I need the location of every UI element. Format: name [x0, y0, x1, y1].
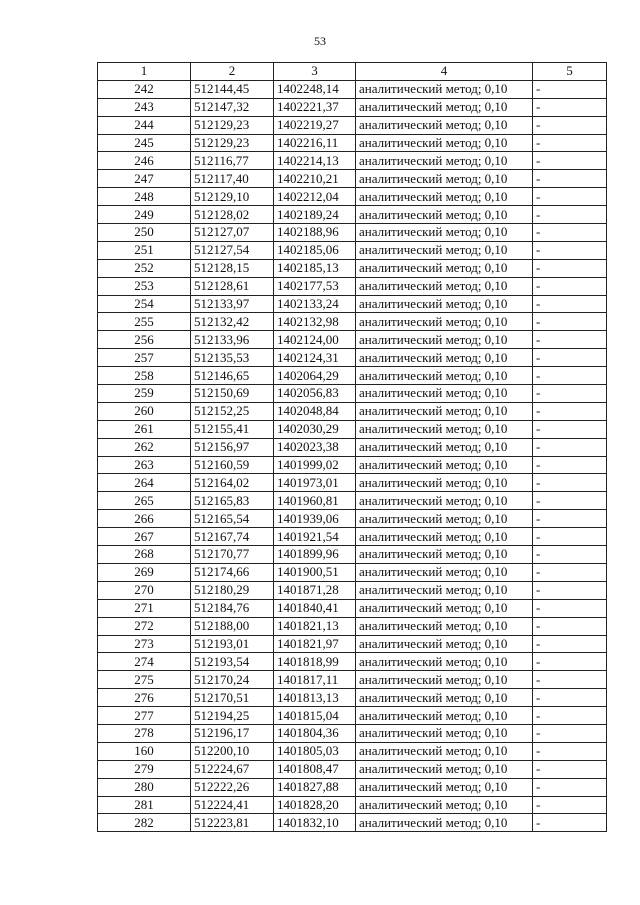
x-coordinate-cell: 512164,02 — [191, 474, 274, 492]
point-number-cell: 272 — [98, 617, 191, 635]
table-row — [98, 599, 607, 617]
table-row — [98, 707, 607, 725]
point-number-cell: 252 — [98, 259, 191, 277]
y-coordinate-cell: 1402124,31 — [274, 349, 356, 367]
table-row — [98, 152, 607, 170]
x-coordinate-cell: 512194,25 — [191, 707, 274, 725]
table-row — [98, 653, 607, 671]
y-coordinate-cell: 1402216,11 — [274, 134, 356, 152]
y-coordinate-cell: 1401808,47 — [274, 760, 356, 778]
remark-cell: - — [533, 456, 607, 474]
x-coordinate-cell: 512135,53 — [191, 349, 274, 367]
x-coordinate-cell: 512146,65 — [191, 367, 274, 385]
y-coordinate-cell: 1402214,13 — [274, 152, 356, 170]
x-coordinate-cell: 512222,26 — [191, 778, 274, 796]
table-row — [98, 224, 607, 242]
table-row — [98, 635, 607, 653]
method-cell: аналитический метод; 0,10 — [356, 170, 533, 188]
method-cell: аналитический метод; 0,10 — [356, 653, 533, 671]
point-number-cell: 253 — [98, 277, 191, 295]
table-row — [98, 492, 607, 510]
table-row — [98, 80, 607, 98]
remark-cell: - — [533, 760, 607, 778]
table-row — [98, 98, 607, 116]
method-cell: аналитический метод; 0,10 — [356, 671, 533, 689]
point-number-cell: 261 — [98, 420, 191, 438]
remark-cell: - — [533, 420, 607, 438]
y-coordinate-cell: 1401960,81 — [274, 492, 356, 510]
y-coordinate-cell: 1402124,00 — [274, 331, 356, 349]
point-number-cell: 279 — [98, 760, 191, 778]
remark-cell: - — [533, 671, 607, 689]
point-number-cell: 262 — [98, 438, 191, 456]
x-coordinate-cell: 512156,97 — [191, 438, 274, 456]
remark-cell: - — [533, 510, 607, 528]
method-cell: аналитический метод; 0,10 — [356, 438, 533, 456]
x-coordinate-cell: 512133,96 — [191, 331, 274, 349]
table-row — [98, 349, 607, 367]
table-row — [98, 546, 607, 564]
table-row — [98, 778, 607, 796]
point-number-cell: 255 — [98, 313, 191, 331]
method-cell: аналитический метод; 0,10 — [356, 277, 533, 295]
y-coordinate-cell: 1401921,54 — [274, 528, 356, 546]
method-cell: аналитический метод; 0,10 — [356, 241, 533, 259]
point-number-cell: 242 — [98, 80, 191, 98]
x-coordinate-cell: 512224,67 — [191, 760, 274, 778]
y-coordinate-cell: 1401805,03 — [274, 742, 356, 760]
remark-cell: - — [533, 707, 607, 725]
remark-cell: - — [533, 778, 607, 796]
remark-cell: - — [533, 295, 607, 313]
y-coordinate-cell: 1401999,02 — [274, 456, 356, 474]
x-coordinate-cell: 512128,02 — [191, 206, 274, 224]
remark-cell: - — [533, 635, 607, 653]
remark-cell: - — [533, 724, 607, 742]
x-coordinate-cell: 512117,40 — [191, 170, 274, 188]
method-cell: аналитический метод; 0,10 — [356, 188, 533, 206]
method-cell: аналитический метод; 0,10 — [356, 349, 533, 367]
method-cell: аналитический метод; 0,10 — [356, 206, 533, 224]
x-coordinate-cell: 512174,66 — [191, 563, 274, 581]
point-number-cell: 268 — [98, 546, 191, 564]
method-cell: аналитический метод; 0,10 — [356, 331, 533, 349]
method-cell: аналитический метод; 0,10 — [356, 80, 533, 98]
y-coordinate-cell: 1402219,27 — [274, 116, 356, 134]
point-number-cell: 263 — [98, 456, 191, 474]
y-coordinate-cell: 1402133,24 — [274, 295, 356, 313]
point-number-cell: 245 — [98, 134, 191, 152]
table-body — [98, 80, 607, 831]
remark-cell: - — [533, 80, 607, 98]
point-number-cell: 280 — [98, 778, 191, 796]
y-coordinate-cell: 1401899,96 — [274, 546, 356, 564]
point-number-cell: 271 — [98, 599, 191, 617]
column-header: 2 — [191, 63, 274, 81]
y-coordinate-cell: 1401821,97 — [274, 635, 356, 653]
column-header: 4 — [356, 63, 533, 81]
method-cell: аналитический метод; 0,10 — [356, 152, 533, 170]
method-cell: аналитический метод; 0,10 — [356, 510, 533, 528]
method-cell: аналитический метод; 0,10 — [356, 742, 533, 760]
method-cell: аналитический метод; 0,10 — [356, 689, 533, 707]
table-row — [98, 367, 607, 385]
point-number-cell: 250 — [98, 224, 191, 242]
x-coordinate-cell: 512170,24 — [191, 671, 274, 689]
table-row — [98, 134, 607, 152]
x-coordinate-cell: 512224,41 — [191, 796, 274, 814]
point-number-cell: 243 — [98, 98, 191, 116]
y-coordinate-cell: 1401815,04 — [274, 707, 356, 725]
remark-cell: - — [533, 134, 607, 152]
remark-cell: - — [533, 492, 607, 510]
point-number-cell: 275 — [98, 671, 191, 689]
x-coordinate-cell: 512193,54 — [191, 653, 274, 671]
table-row — [98, 295, 607, 313]
y-coordinate-cell: 1401813,13 — [274, 689, 356, 707]
method-cell: аналитический метод; 0,10 — [356, 724, 533, 742]
x-coordinate-cell: 512152,25 — [191, 402, 274, 420]
point-number-cell: 244 — [98, 116, 191, 134]
column-header: 5 — [533, 63, 607, 81]
table-row — [98, 331, 607, 349]
coordinates-table — [97, 62, 607, 832]
remark-cell: - — [533, 98, 607, 116]
remark-cell: - — [533, 617, 607, 635]
point-number-cell: 276 — [98, 689, 191, 707]
x-coordinate-cell: 512184,76 — [191, 599, 274, 617]
table-row — [98, 402, 607, 420]
y-coordinate-cell: 1402248,14 — [274, 80, 356, 98]
remark-cell: - — [533, 116, 607, 134]
point-number-cell: 269 — [98, 563, 191, 581]
y-coordinate-cell: 1401832,10 — [274, 814, 356, 832]
point-number-cell: 266 — [98, 510, 191, 528]
remark-cell: - — [533, 188, 607, 206]
table-row — [98, 474, 607, 492]
remark-cell: - — [533, 367, 607, 385]
point-number-cell: 277 — [98, 707, 191, 725]
table-row — [98, 456, 607, 474]
column-header: 3 — [274, 63, 356, 81]
point-number-cell: 160 — [98, 742, 191, 760]
x-coordinate-cell: 512129,10 — [191, 188, 274, 206]
x-coordinate-cell: 512193,01 — [191, 635, 274, 653]
remark-cell: - — [533, 563, 607, 581]
x-coordinate-cell: 512150,69 — [191, 385, 274, 403]
point-number-cell: 267 — [98, 528, 191, 546]
remark-cell: - — [533, 546, 607, 564]
remark-cell: - — [533, 814, 607, 832]
point-number-cell: 274 — [98, 653, 191, 671]
x-coordinate-cell: 512170,77 — [191, 546, 274, 564]
method-cell: аналитический метод; 0,10 — [356, 581, 533, 599]
method-cell: аналитический метод; 0,10 — [356, 116, 533, 134]
remark-cell: - — [533, 599, 607, 617]
table-row — [98, 206, 607, 224]
point-number-cell: 281 — [98, 796, 191, 814]
x-coordinate-cell: 512147,32 — [191, 98, 274, 116]
y-coordinate-cell: 1401828,20 — [274, 796, 356, 814]
table-row — [98, 170, 607, 188]
method-cell: аналитический метод; 0,10 — [356, 367, 533, 385]
method-cell: аналитический метод; 0,10 — [356, 492, 533, 510]
method-cell: аналитический метод; 0,10 — [356, 760, 533, 778]
method-cell: аналитический метод; 0,10 — [356, 563, 533, 581]
x-coordinate-cell: 512128,15 — [191, 259, 274, 277]
point-number-cell: 265 — [98, 492, 191, 510]
y-coordinate-cell: 1402064,29 — [274, 367, 356, 385]
y-coordinate-cell: 1402048,84 — [274, 402, 356, 420]
remark-cell: - — [533, 689, 607, 707]
table-row — [98, 438, 607, 456]
method-cell: аналитический метод; 0,10 — [356, 295, 533, 313]
table-row — [98, 313, 607, 331]
method-cell: аналитический метод; 0,10 — [356, 707, 533, 725]
table-row — [98, 742, 607, 760]
y-coordinate-cell: 1402189,24 — [274, 206, 356, 224]
x-coordinate-cell: 512200,10 — [191, 742, 274, 760]
y-coordinate-cell: 1402177,53 — [274, 277, 356, 295]
column-header: 1 — [98, 63, 191, 81]
table-row — [98, 241, 607, 259]
method-cell: аналитический метод; 0,10 — [356, 796, 533, 814]
remark-cell: - — [533, 349, 607, 367]
point-number-cell: 249 — [98, 206, 191, 224]
remark-cell: - — [533, 313, 607, 331]
remark-cell: - — [533, 170, 607, 188]
x-coordinate-cell: 512132,42 — [191, 313, 274, 331]
table-row — [98, 814, 607, 832]
y-coordinate-cell: 1401818,99 — [274, 653, 356, 671]
table-row — [98, 671, 607, 689]
point-number-cell: 278 — [98, 724, 191, 742]
x-coordinate-cell: 512165,54 — [191, 510, 274, 528]
method-cell: аналитический метод; 0,10 — [356, 224, 533, 242]
x-coordinate-cell: 512155,41 — [191, 420, 274, 438]
table-row — [98, 581, 607, 599]
table-row — [98, 689, 607, 707]
x-coordinate-cell: 512196,17 — [191, 724, 274, 742]
method-cell: аналитический метод; 0,10 — [356, 402, 533, 420]
remark-cell: - — [533, 224, 607, 242]
table-row — [98, 760, 607, 778]
y-coordinate-cell: 1401973,01 — [274, 474, 356, 492]
point-number-cell: 246 — [98, 152, 191, 170]
table-row — [98, 420, 607, 438]
y-coordinate-cell: 1401817,11 — [274, 671, 356, 689]
y-coordinate-cell: 1401900,51 — [274, 563, 356, 581]
y-coordinate-cell: 1401821,13 — [274, 617, 356, 635]
table-header-row — [98, 63, 607, 81]
remark-cell: - — [533, 385, 607, 403]
point-number-cell: 257 — [98, 349, 191, 367]
x-coordinate-cell: 512170,51 — [191, 689, 274, 707]
remark-cell: - — [533, 331, 607, 349]
y-coordinate-cell: 1401804,36 — [274, 724, 356, 742]
table-row — [98, 528, 607, 546]
table-row — [98, 385, 607, 403]
point-number-cell: 254 — [98, 295, 191, 313]
remark-cell: - — [533, 277, 607, 295]
table-row — [98, 617, 607, 635]
method-cell: аналитический метод; 0,10 — [356, 474, 533, 492]
method-cell: аналитический метод; 0,10 — [356, 635, 533, 653]
point-number-cell: 251 — [98, 241, 191, 259]
x-coordinate-cell: 512129,23 — [191, 116, 274, 134]
point-number-cell: 260 — [98, 402, 191, 420]
method-cell: аналитический метод; 0,10 — [356, 313, 533, 331]
y-coordinate-cell: 1402132,98 — [274, 313, 356, 331]
method-cell: аналитический метод; 0,10 — [356, 599, 533, 617]
point-number-cell: 273 — [98, 635, 191, 653]
remark-cell: - — [533, 438, 607, 456]
x-coordinate-cell: 512127,54 — [191, 241, 274, 259]
y-coordinate-cell: 1401840,41 — [274, 599, 356, 617]
x-coordinate-cell: 512133,97 — [191, 295, 274, 313]
remark-cell: - — [533, 742, 607, 760]
point-number-cell: 282 — [98, 814, 191, 832]
point-number-cell: 256 — [98, 331, 191, 349]
remark-cell: - — [533, 653, 607, 671]
x-coordinate-cell: 512180,29 — [191, 581, 274, 599]
remark-cell: - — [533, 259, 607, 277]
table-row — [98, 563, 607, 581]
table-row — [98, 724, 607, 742]
x-coordinate-cell: 512165,83 — [191, 492, 274, 510]
remark-cell: - — [533, 206, 607, 224]
table-row — [98, 116, 607, 134]
point-number-cell: 248 — [98, 188, 191, 206]
x-coordinate-cell: 512144,45 — [191, 80, 274, 98]
method-cell: аналитический метод; 0,10 — [356, 98, 533, 116]
y-coordinate-cell: 1402210,21 — [274, 170, 356, 188]
point-number-cell: 247 — [98, 170, 191, 188]
y-coordinate-cell: 1402030,29 — [274, 420, 356, 438]
remark-cell: - — [533, 796, 607, 814]
method-cell: аналитический метод; 0,10 — [356, 778, 533, 796]
page-number: 53 — [314, 34, 326, 48]
method-cell: аналитический метод; 0,10 — [356, 420, 533, 438]
x-coordinate-cell: 512223,81 — [191, 814, 274, 832]
y-coordinate-cell: 1401827,88 — [274, 778, 356, 796]
y-coordinate-cell: 1402185,13 — [274, 259, 356, 277]
point-number-cell: 259 — [98, 385, 191, 403]
method-cell: аналитический метод; 0,10 — [356, 814, 533, 832]
method-cell: аналитический метод; 0,10 — [356, 259, 533, 277]
table-row — [98, 277, 607, 295]
method-cell: аналитический метод; 0,10 — [356, 528, 533, 546]
x-coordinate-cell: 512160,59 — [191, 456, 274, 474]
remark-cell: - — [533, 152, 607, 170]
y-coordinate-cell: 1401871,28 — [274, 581, 356, 599]
y-coordinate-cell: 1402185,06 — [274, 241, 356, 259]
method-cell: аналитический метод; 0,10 — [356, 385, 533, 403]
method-cell: аналитический метод; 0,10 — [356, 546, 533, 564]
remark-cell: - — [533, 528, 607, 546]
x-coordinate-cell: 512127,07 — [191, 224, 274, 242]
x-coordinate-cell: 512188,00 — [191, 617, 274, 635]
table-row — [98, 510, 607, 528]
y-coordinate-cell: 1402056,83 — [274, 385, 356, 403]
remark-cell: - — [533, 581, 607, 599]
x-coordinate-cell: 512167,74 — [191, 528, 274, 546]
x-coordinate-cell: 512129,23 — [191, 134, 274, 152]
y-coordinate-cell: 1402221,37 — [274, 98, 356, 116]
x-coordinate-cell: 512128,61 — [191, 277, 274, 295]
method-cell: аналитический метод; 0,10 — [356, 456, 533, 474]
y-coordinate-cell: 1402188,96 — [274, 224, 356, 242]
point-number-cell: 264 — [98, 474, 191, 492]
y-coordinate-cell: 1401939,06 — [274, 510, 356, 528]
table-row — [98, 259, 607, 277]
point-number-cell: 270 — [98, 581, 191, 599]
method-cell: аналитический метод; 0,10 — [356, 134, 533, 152]
table-row — [98, 188, 607, 206]
remark-cell: - — [533, 474, 607, 492]
x-coordinate-cell: 512116,77 — [191, 152, 274, 170]
y-coordinate-cell: 1402023,38 — [274, 438, 356, 456]
remark-cell: - — [533, 402, 607, 420]
method-cell: аналитический метод; 0,10 — [356, 617, 533, 635]
table-row — [98, 796, 607, 814]
remark-cell: - — [533, 241, 607, 259]
y-coordinate-cell: 1402212,04 — [274, 188, 356, 206]
point-number-cell: 258 — [98, 367, 191, 385]
